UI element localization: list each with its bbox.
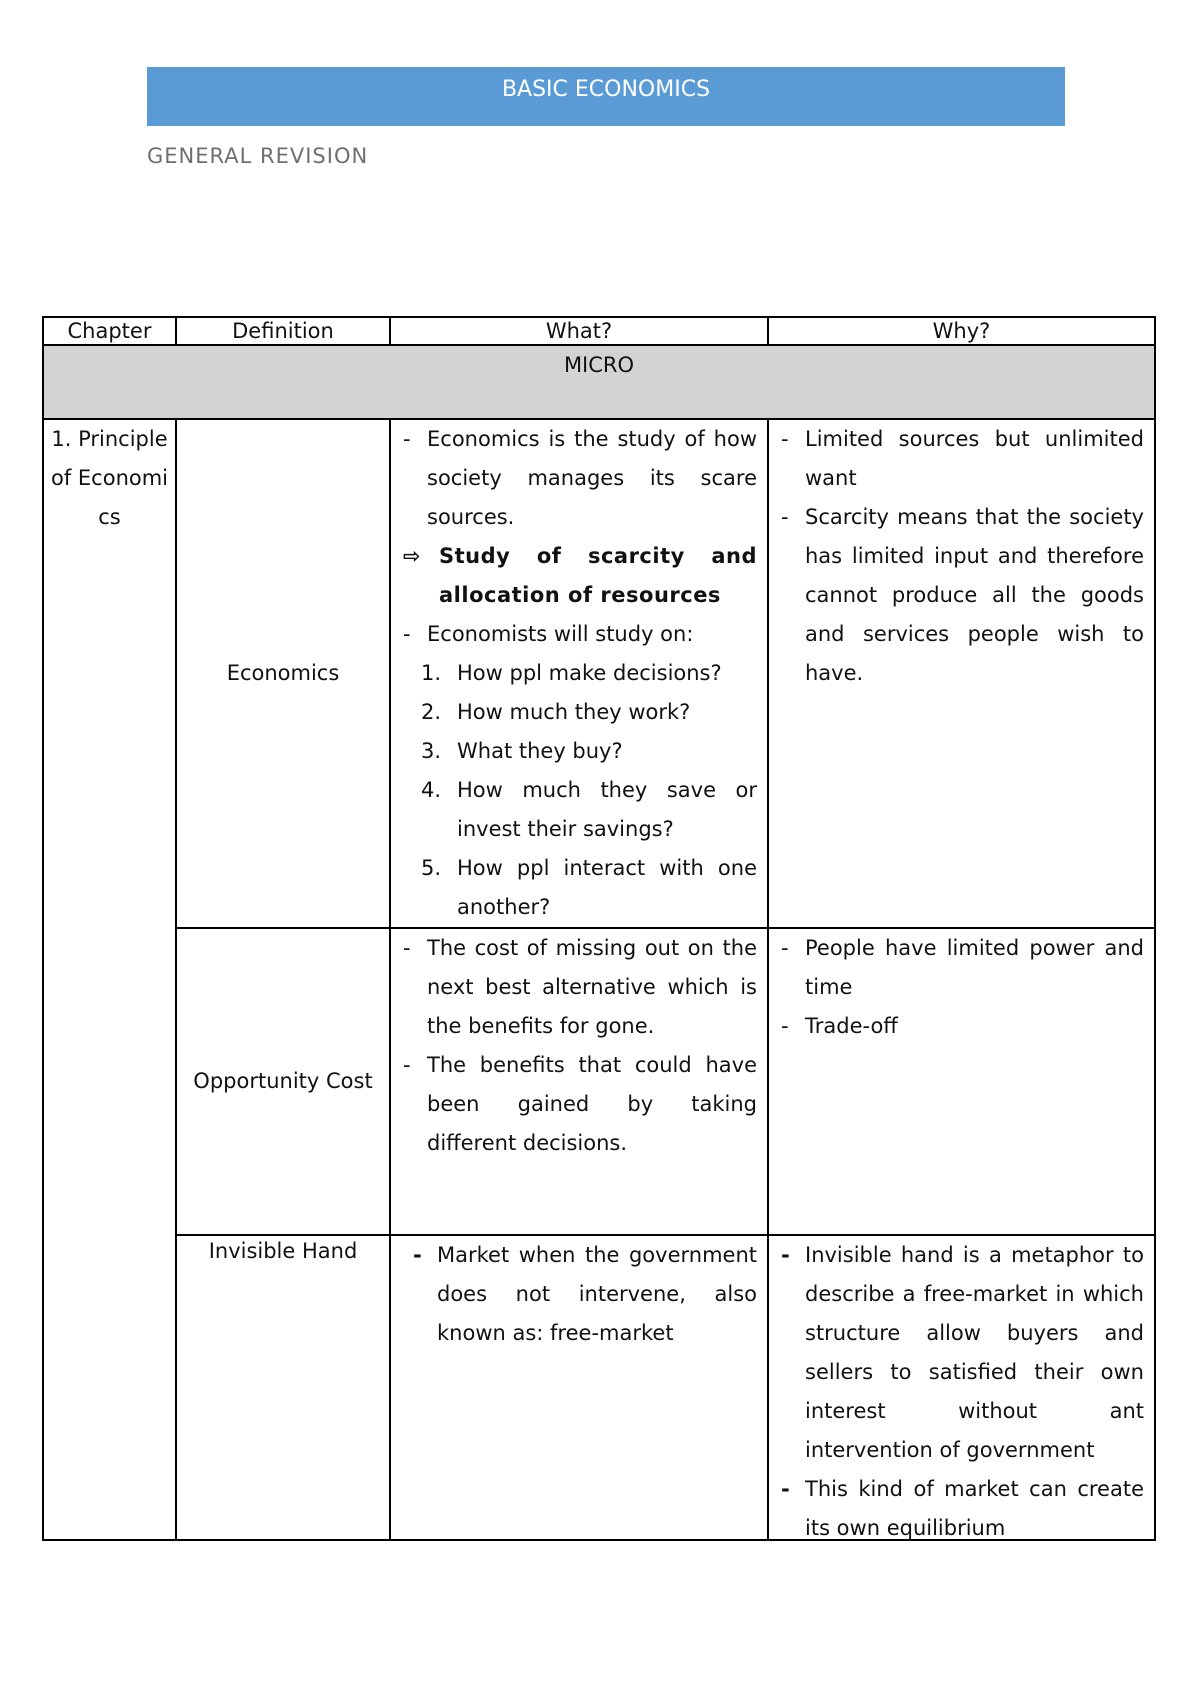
list-item-text: Study of scarcity and allocation of resources <box>439 544 757 607</box>
definition-cell <box>176 1235 390 1540</box>
definition-cell <box>176 419 390 928</box>
column-header-definition: Definition <box>176 317 390 345</box>
column-header-why: Why? <box>768 317 1155 345</box>
list-item-text: People have limited power and time <box>805 936 1144 999</box>
list-item-text: The cost of missing out on the next best alternative which is the benefits for gone. <box>427 936 757 1038</box>
list-item <box>403 654 757 693</box>
table-row <box>43 419 1155 928</box>
why-cell <box>768 928 1155 1235</box>
dash-marker: - <box>781 936 789 960</box>
what-cell <box>390 928 768 1235</box>
chapter-cell <box>43 419 176 1540</box>
list-item-text: This kind of market can create its own equilibrium <box>805 1477 1144 1539</box>
number-marker: 3. <box>421 739 442 763</box>
list-item-text: What they buy? <box>457 739 623 763</box>
dash-marker: - <box>781 427 789 451</box>
list-item <box>403 849 757 927</box>
column-header-chapter: Chapter <box>43 317 176 345</box>
document-title: BASIC ECONOMICS <box>501 77 711 102</box>
number-marker: 1. <box>421 661 442 685</box>
what-cell <box>390 419 768 928</box>
document-subtitle: GENERAL REVISION <box>147 144 369 168</box>
list-item-text: Economists will study on: <box>427 622 694 646</box>
list-item <box>781 1470 1144 1539</box>
list-item-text: Trade-off <box>805 1014 898 1038</box>
list-item <box>403 1236 757 1353</box>
list-item <box>403 693 757 732</box>
chapter-label: 1. Principle of Economics <box>50 427 169 529</box>
number-marker: 4. <box>421 778 442 802</box>
dash-marker: - <box>413 1243 422 1267</box>
list-item-text: How ppl interact with one another? <box>457 856 757 919</box>
dash-marker: - <box>403 936 411 960</box>
dash-marker: - <box>781 505 789 529</box>
dash-marker: - <box>781 1477 790 1501</box>
section-label: MICRO <box>43 345 1155 419</box>
definition-term: Invisible Hand <box>208 1239 358 1263</box>
list-item <box>781 1236 1144 1470</box>
list-item-text: Economics is the study of how society manages its scare sources. <box>427 427 757 529</box>
dash-marker: - <box>781 1014 789 1038</box>
definition-cell <box>176 928 390 1235</box>
list-item <box>403 732 757 771</box>
list-item-text: How much they save or invest their savings? <box>457 778 757 841</box>
dash-marker: - <box>403 1053 411 1077</box>
number-marker: 5. <box>421 856 442 880</box>
list-item <box>403 615 757 654</box>
list-item-text: The benefits that could have been gained by taking different decisions. <box>427 1053 757 1155</box>
number-marker: 2. <box>421 700 442 724</box>
list-item <box>403 771 757 849</box>
list-item <box>781 929 1144 1007</box>
dash-marker: - <box>403 622 411 646</box>
column-header-what: What? <box>390 317 768 345</box>
list-item <box>403 537 757 615</box>
table-row <box>43 928 1155 1235</box>
list-item-text: How ppl make decisions? <box>457 661 722 685</box>
dash-marker: - <box>781 1243 790 1267</box>
definition-term: Opportunity Cost <box>193 1069 373 1093</box>
dash-marker: - <box>403 427 411 451</box>
arrow-icon: ⇨ <box>403 544 421 568</box>
list-item-text: Scarcity means that the society has limited input and therefore cannot produce all the goods and services people wish to have. <box>805 505 1144 685</box>
list-item <box>403 420 757 537</box>
why-cell <box>768 1235 1155 1540</box>
table-row <box>43 1235 1155 1540</box>
document-title-banner <box>147 67 1065 126</box>
list-item <box>403 929 757 1046</box>
revision-table <box>42 316 1156 1541</box>
what-cell <box>390 1235 768 1540</box>
section-row <box>43 345 1155 419</box>
table-header-row <box>43 317 1155 345</box>
why-cell-content <box>781 1236 1144 1539</box>
list-item-text: How much they work? <box>457 700 691 724</box>
list-item <box>781 498 1144 693</box>
list-item <box>781 1007 1144 1046</box>
list-item-text: Limited sources but unlimited want <box>805 427 1144 490</box>
list-item-text: Market when the government does not intervene, also known as: free-market <box>437 1243 757 1345</box>
list-item <box>781 420 1144 498</box>
list-item <box>403 1046 757 1163</box>
definition-term: Economics <box>226 661 340 685</box>
why-cell <box>768 419 1155 928</box>
list-item-text: Invisible hand is a metaphor to describe a free-market in which structure allow buyers and sellers to satisfied their own interest without ant intervention of government <box>805 1243 1144 1462</box>
